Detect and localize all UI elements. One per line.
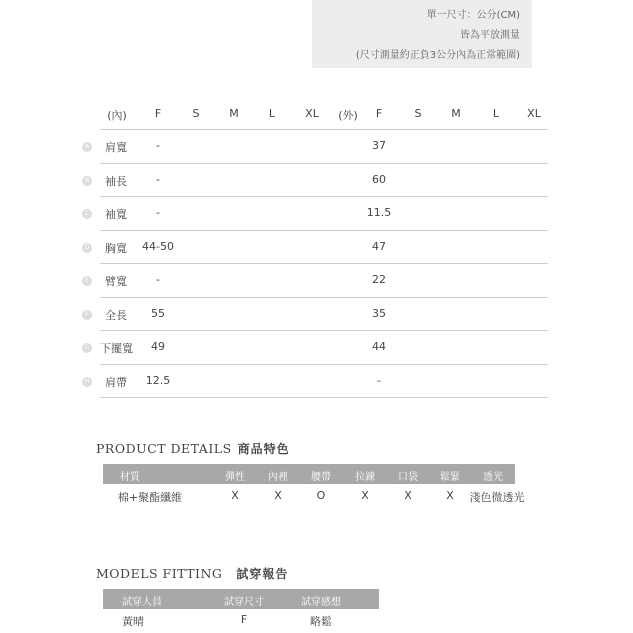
row-inner-value: 55	[151, 306, 165, 320]
outer-size-m: M	[451, 107, 461, 120]
header-elasticity: 彈性	[225, 472, 245, 483]
row-inner-value: -	[156, 273, 160, 286]
product-details-title-zh: 商品特色	[237, 442, 290, 456]
row-label: 袖寬	[105, 208, 127, 221]
inner-label: (內)	[107, 109, 127, 122]
table-row	[84, 129, 548, 163]
header-belt: 腰帶	[311, 472, 331, 483]
product-details-title-en: PRODUCT DETAILS	[96, 441, 232, 456]
unit-note-line2: 皆為平放測量	[460, 30, 520, 41]
row-outer-value: 60	[372, 172, 386, 186]
row-letter-badge: B	[82, 176, 92, 186]
header-lining: 內裡	[268, 472, 288, 483]
row-inner-value: -	[156, 206, 160, 219]
header-size: 試穿尺寸	[224, 597, 264, 608]
header-material: 材質	[120, 472, 140, 483]
header-zipper: 拉鍊	[355, 472, 375, 483]
row-label: 下擺寬	[100, 342, 133, 355]
value-elastic: X	[446, 489, 454, 502]
value-pocket: X	[404, 489, 412, 502]
inner-size-s: S	[192, 107, 200, 120]
outer-size-l: L	[492, 107, 500, 120]
product-details-header-bar	[103, 464, 515, 484]
header-pocket: 口袋	[398, 472, 418, 483]
row-letter-badge: E	[82, 276, 92, 286]
models-fitting-values-row	[103, 611, 379, 631]
inner-size-xl: XL	[305, 107, 319, 120]
unit-note-line3: (尺寸測量約正負3公分內為正常範圍)	[355, 50, 520, 61]
value-size: F	[240, 613, 248, 626]
row-outer-value: 22	[372, 273, 386, 286]
row-inner-value: -	[156, 139, 160, 152]
size-table	[84, 97, 548, 398]
row-inner-value: 12.5	[145, 373, 171, 387]
table-row	[84, 196, 548, 230]
outer-label: (外)	[338, 109, 358, 122]
value-model: 黃晴	[122, 615, 144, 628]
product-details-values-row	[103, 487, 533, 507]
outer-size-f: F	[375, 107, 383, 120]
row-outer-value: 11.5	[366, 206, 392, 219]
unit-note-box	[312, 0, 532, 68]
header-elastic: 鬆緊	[440, 472, 460, 483]
row-outer-value: 47	[372, 239, 386, 253]
size-table-header	[100, 97, 548, 129]
row-label: 全長	[105, 308, 127, 322]
value-material: 棉+聚酯纖維	[117, 491, 183, 504]
inner-size-f: F	[154, 107, 162, 120]
row-letter-badge: H	[82, 377, 92, 387]
row-outer-value: -	[377, 373, 381, 387]
value-lining: X	[274, 489, 282, 502]
value-zipper: X	[361, 489, 369, 502]
row-letter-badge: D	[82, 243, 92, 253]
table-row	[84, 364, 548, 399]
table-row	[85, 297, 548, 331]
row-letter-badge: A	[82, 142, 92, 152]
table-row	[84, 330, 548, 364]
value-feedback: 略鬆	[310, 615, 332, 628]
value-elasticity: X	[231, 489, 239, 502]
inner-size-m: M	[229, 107, 239, 120]
row-letter-badge: G	[82, 343, 92, 353]
outer-size-xl: XL	[527, 107, 541, 120]
outer-size-s: S	[414, 107, 422, 120]
row-letter-badge: C	[82, 209, 92, 219]
table-row	[84, 163, 548, 197]
row-letter-badge: F	[82, 310, 92, 320]
row-label: 肩帶	[105, 375, 127, 389]
row-inner-value: 44-50	[142, 239, 174, 253]
row-label: 臂寬	[105, 275, 127, 288]
row-label: 胸寬	[105, 241, 127, 255]
models-fitting-title	[96, 565, 288, 582]
table-row	[84, 230, 548, 264]
row-inner-value: 49	[151, 340, 165, 353]
table-row	[85, 263, 548, 297]
value-transparency: 淺色微透光	[469, 491, 525, 504]
row-outer-value: 35	[372, 306, 386, 320]
value-belt: O	[316, 489, 326, 502]
unit-note-line1: 單一尺寸：公分(CM)	[426, 10, 520, 21]
header-feedback: 試穿感想	[301, 597, 341, 608]
row-label: 袖長	[105, 174, 127, 188]
row-inner-value: -	[156, 172, 160, 186]
models-fitting-header-bar	[103, 589, 379, 609]
product-details-title	[96, 440, 290, 457]
row-outer-value: 44	[372, 340, 386, 353]
models-fitting-title-en: MODELS FITTING	[96, 566, 223, 581]
models-fitting-title-zh: 試穿報告	[236, 567, 289, 581]
header-model: 試穿人員	[122, 597, 162, 608]
header-transparency: 透光	[483, 472, 503, 483]
row-outer-value: 37	[372, 139, 386, 152]
row-label: 肩寬	[105, 141, 127, 154]
inner-size-l: L	[268, 107, 276, 120]
